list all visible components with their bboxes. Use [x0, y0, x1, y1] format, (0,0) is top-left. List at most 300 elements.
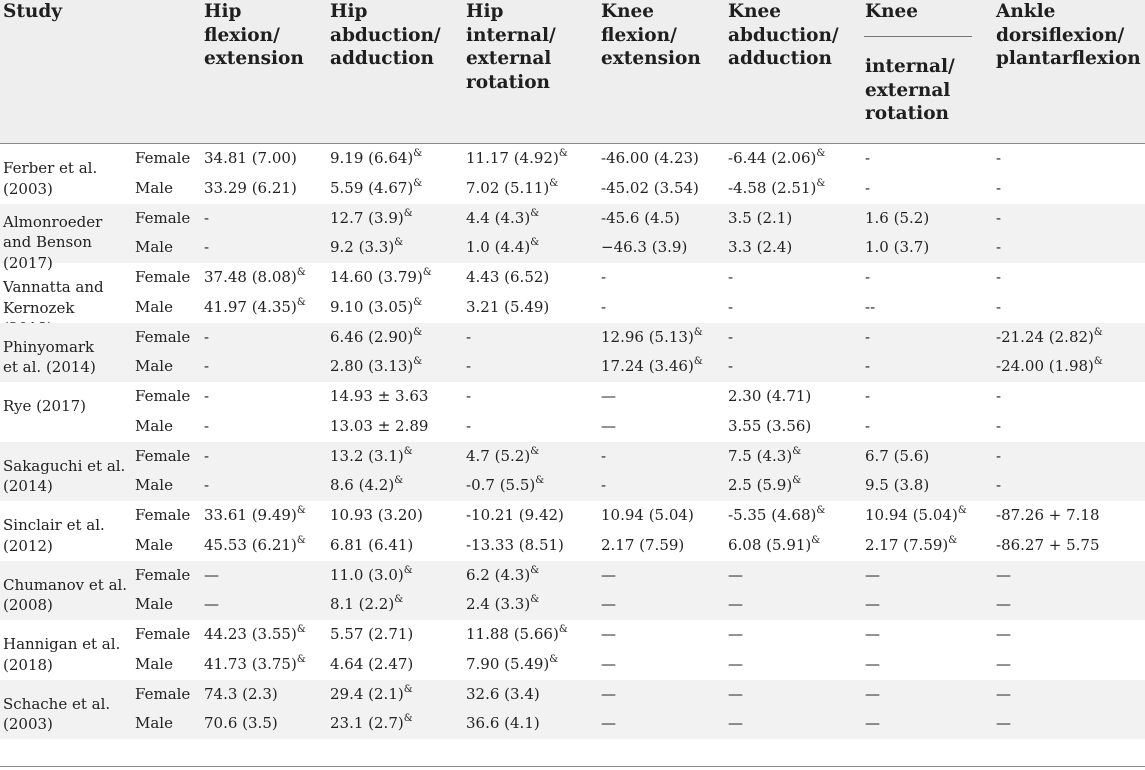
cell-knee-flexion-extension: [601, 561, 616, 591]
cell-knee-flexion-extension: [601, 412, 616, 442]
cell-knee-flexion-extension: [601, 382, 616, 412]
significance-mark: &: [816, 505, 826, 516]
cell-hip-abduction-adduction: [330, 352, 422, 382]
cell-knee-rotation: [865, 471, 929, 501]
cell-knee-rotation: [865, 352, 870, 382]
cell-knee-abduction-adduction: [728, 412, 811, 442]
significance-mark: &: [1093, 326, 1103, 338]
cell-hip-abduction-adduction: [330, 709, 413, 739]
cell-value: 7.02 (5.11): [466, 178, 550, 197]
study-name-line: Phinyomark: [3, 337, 95, 356]
cell-knee-abduction-adduction: [728, 442, 801, 472]
study-name-line: (2014): [3, 477, 53, 495]
study-group: [0, 680, 1145, 740]
sex-cell: Female: [135, 149, 191, 167]
header-line: external: [466, 48, 552, 69]
cell-hip-abduction-adduction: [330, 204, 413, 234]
cell-hip-abduction-adduction: [330, 293, 422, 323]
sex-cell: Female: [135, 684, 191, 703]
cell-value: 12.7 (3.9): [330, 208, 404, 227]
header-line: abduction/: [330, 24, 441, 46]
cell-value: 6.08 (5.91): [728, 535, 812, 554]
study-group: [0, 263, 1145, 323]
knee-spanner-rule: [864, 36, 972, 37]
header-line: adduction: [728, 48, 832, 69]
cell-value: 9.5 (3.8): [865, 476, 930, 495]
cell-hip-abduction-adduction: [330, 471, 403, 501]
cell-value: 9.10 (3.05): [330, 297, 414, 316]
header-hip-abduction-adduction: [330, 0, 441, 71]
significance-mark: &: [413, 356, 423, 368]
cell-value: —: [996, 684, 1011, 703]
cell-hip-rotation: [466, 352, 471, 382]
study-group: [0, 144, 1145, 204]
cell-hip-rotation: [466, 144, 568, 174]
header-knee-abduction-adduction: [728, 0, 839, 71]
study-group: [0, 382, 1145, 442]
cell-value: 6.46 (2.90): [330, 327, 414, 346]
significance-mark: &: [811, 534, 821, 546]
cell-value: 70.6 (3.5): [204, 714, 278, 733]
cell-knee-rotation: [865, 263, 870, 293]
cell-value: 3.5 (2.1): [728, 208, 793, 227]
significance-mark: &: [693, 326, 703, 338]
cell-hip-rotation: [466, 709, 540, 739]
cell-knee-abduction-adduction: [728, 590, 743, 620]
cell-value: -: [865, 327, 871, 346]
cell-value: 10.93 (3.20): [330, 506, 423, 524]
cell-value: -: [996, 476, 1002, 495]
table-row: [0, 144, 1145, 174]
cell-value: —: [865, 714, 880, 733]
study-name-line: Almonroeder: [3, 212, 103, 231]
cell-value: 33.29 (6.21): [204, 178, 297, 197]
cell-value: -6.44 (2.06): [728, 149, 817, 167]
cell-value: -: [204, 416, 210, 435]
cell-hip-flexion-extension: [204, 620, 306, 650]
cell-ankle-dorsiflexion-plantarflexion: [996, 501, 1100, 531]
cell-value: -: [996, 268, 1002, 286]
significance-mark: &: [530, 594, 540, 606]
cell-knee-rotation: [865, 561, 880, 591]
table-header: [0, 0, 1145, 144]
sex-cell: Male: [135, 595, 173, 614]
cell-knee-rotation: [865, 233, 929, 263]
cell-value: —: [601, 416, 616, 435]
cell-knee-flexion-extension: [601, 204, 680, 234]
sex-cell: Female: [135, 625, 191, 643]
cell-knee-abduction-adduction: [728, 204, 792, 234]
header-study: Study: [3, 1, 63, 22]
header-line: flexion/: [601, 24, 677, 46]
cell-knee-rotation: [865, 144, 870, 174]
cell-ankle-dorsiflexion-plantarflexion: [996, 174, 1001, 204]
cell-hip-rotation: [466, 471, 544, 501]
sex-cell: Female: [135, 208, 191, 227]
cell-value: 7.5 (4.3): [728, 446, 793, 465]
significance-mark: &: [296, 653, 306, 665]
cell-value: -: [601, 297, 607, 316]
significance-mark: &: [530, 237, 540, 249]
cell-value: -24.00 (1.98): [996, 357, 1094, 376]
cell-value: 8.1 (2.2): [330, 595, 395, 614]
significance-mark: &: [792, 475, 802, 487]
header-line: adduction: [330, 48, 434, 69]
cell-hip-flexion-extension: [204, 233, 209, 263]
cell-value: 41.73 (3.75): [204, 654, 297, 673]
cell-value: —: [204, 565, 219, 584]
cell-ankle-dorsiflexion-plantarflexion: [996, 233, 1001, 263]
cell-knee-rotation: [865, 620, 880, 650]
cell-value: 7.90 (5.49): [466, 654, 550, 673]
cell-knee-abduction-adduction: [728, 144, 825, 174]
cell-value: 23.1 (2.7): [330, 714, 404, 733]
cell-value: -: [865, 178, 871, 197]
significance-mark: &: [549, 177, 559, 189]
cell-ankle-dorsiflexion-plantarflexion: [996, 471, 1001, 501]
study-group: [0, 323, 1145, 383]
header-line: Hip: [466, 1, 504, 22]
cell-value: 6.7 (5.6): [865, 446, 930, 465]
cell-knee-flexion-extension: [601, 144, 699, 174]
study-name-line: (2008): [3, 596, 53, 614]
sex-cell: Female: [135, 506, 191, 524]
cell-value: -: [865, 268, 871, 286]
table-row: [0, 620, 1145, 650]
cell-hip-flexion-extension: [204, 531, 306, 561]
cell-value: —: [865, 595, 880, 614]
study-group: [0, 620, 1145, 680]
study-name-line: (2012): [3, 536, 53, 555]
cell-value: 6.81 (6.41): [330, 535, 414, 554]
significance-mark: &: [413, 326, 423, 338]
cell-knee-abduction-adduction: [728, 174, 825, 204]
cell-hip-abduction-adduction: [330, 442, 413, 472]
cell-value: -5.35 (4.68): [728, 506, 817, 524]
significance-mark: &: [413, 177, 423, 189]
cell-value: -: [728, 357, 734, 376]
cell-hip-rotation: [466, 233, 539, 263]
cell-value: -: [204, 238, 210, 257]
header-line: Ankle: [996, 1, 1056, 22]
cell-ankle-dorsiflexion-plantarflexion: [996, 650, 1011, 680]
cell-value: -: [865, 416, 871, 435]
table-bottom-rule: [0, 766, 1145, 767]
cell-value: 12.96 (5.13): [601, 327, 694, 346]
header-line: Hip: [330, 1, 368, 22]
cell-hip-abduction-adduction: [330, 412, 428, 442]
header-line: rotation: [466, 71, 550, 93]
header-hip-internal-external-rotation: [466, 0, 556, 94]
cell-value: -: [865, 387, 871, 405]
cell-ankle-dorsiflexion-plantarflexion: [996, 590, 1011, 620]
cell-knee-abduction-adduction: [728, 323, 733, 353]
cell-value: -: [996, 387, 1002, 405]
study-name-line: Hannigan et al.: [3, 635, 121, 653]
cell-value: 3.3 (2.4): [728, 238, 793, 257]
cell-knee-flexion-extension: [601, 174, 699, 204]
cell-value: 74.3 (2.3): [204, 684, 278, 703]
cell-hip-abduction-adduction: [330, 620, 413, 650]
cell-value: -: [466, 387, 472, 405]
cell-value: -21.24 (2.82): [996, 327, 1094, 346]
cell-knee-rotation: [865, 590, 880, 620]
cell-value: -10.21 (9.42): [466, 506, 564, 524]
significance-mark: &: [535, 475, 545, 487]
header-line: dorsiflexion/: [996, 24, 1125, 46]
cell-value: 3.21 (5.49): [466, 297, 550, 316]
cell-ankle-dorsiflexion-plantarflexion: [996, 293, 1001, 323]
cell-value: 17.24 (3.46): [601, 357, 694, 376]
study-name-line: Sinclair et al.: [3, 516, 105, 534]
cell-hip-flexion-extension: [204, 680, 278, 710]
cell-hip-flexion-extension: [204, 323, 209, 353]
header-knee-internal-external-rotation: [865, 55, 955, 126]
cell-value: —: [728, 565, 743, 584]
cell-hip-flexion-extension: [204, 471, 209, 501]
cell-value: —: [601, 595, 616, 614]
table-row: [0, 471, 1145, 501]
cell-value: 4.64 (2.47): [330, 654, 414, 673]
cell-knee-rotation: [865, 204, 929, 234]
cell-hip-flexion-extension: [204, 561, 219, 591]
cell-hip-rotation: [466, 561, 539, 591]
significance-mark: &: [296, 267, 306, 278]
table-row: [0, 561, 1145, 591]
cell-value: —: [204, 595, 219, 614]
cell-hip-flexion-extension: [204, 442, 209, 472]
cell-value: -: [466, 327, 472, 346]
table-row: [0, 650, 1145, 680]
header-knee-flexion-extension: [601, 0, 701, 71]
header-line: internal/: [865, 56, 955, 77]
cell-value: 45.53 (6.21): [204, 535, 297, 554]
cell-value: 10.94 (5.04): [865, 506, 958, 524]
cell-value: —: [996, 714, 1011, 733]
cell-value: 2.17 (7.59): [601, 535, 685, 554]
cell-knee-abduction-adduction: [728, 531, 820, 561]
cell-value: -: [204, 476, 210, 495]
cell-value: —: [728, 625, 743, 643]
cell-hip-abduction-adduction: [330, 501, 423, 531]
cell-value: -: [204, 446, 210, 465]
significance-mark: &: [957, 505, 967, 516]
cell-hip-flexion-extension: [204, 590, 219, 620]
cell-value: -: [865, 149, 871, 167]
cell-value: 32.6 (3.4): [466, 684, 540, 703]
cell-hip-rotation: [466, 590, 539, 620]
cell-value: -: [204, 387, 210, 405]
cell-hip-rotation: [466, 382, 471, 412]
cell-value: —: [601, 684, 616, 703]
cell-hip-abduction-adduction: [330, 382, 428, 412]
cell-value: -: [865, 357, 871, 376]
cell-value: -: [601, 268, 607, 286]
cell-value: 41.97 (4.35): [204, 297, 297, 316]
table-row: [0, 352, 1145, 382]
cell-hip-rotation: [466, 501, 564, 531]
cell-value: -46.00 (4.23): [601, 149, 699, 167]
cell-hip-flexion-extension: [204, 501, 306, 531]
cell-hip-abduction-adduction: [330, 174, 422, 204]
cell-value: 9.2 (3.3): [330, 238, 395, 257]
cell-knee-abduction-adduction: [728, 471, 801, 501]
cell-ankle-dorsiflexion-plantarflexion: [996, 144, 1001, 174]
cell-hip-flexion-extension: [204, 293, 306, 323]
cell-knee-abduction-adduction: [728, 650, 743, 680]
cell-value: 4.4 (4.3): [466, 208, 531, 227]
cell-value: 13.03 ± 2.89: [330, 416, 429, 435]
cell-value: 8.6 (4.2): [330, 476, 395, 495]
cell-value: 6.2 (4.3): [466, 565, 531, 584]
sex-cell: Female: [135, 327, 191, 346]
cell-knee-flexion-extension: [601, 709, 616, 739]
study-name-line: (2003): [3, 179, 53, 198]
study-name-line: Rye (2017): [3, 397, 87, 415]
cell-value: -45.02 (3.54): [601, 178, 699, 197]
cell-value: 14.60 (3.79): [330, 268, 423, 286]
cell-value: -87.26 + 7.18: [996, 506, 1100, 524]
table-row: [0, 382, 1145, 412]
header-knee-rotation-top: Knee: [865, 1, 919, 22]
cell-value: 9.19 (6.64): [330, 149, 414, 167]
cell-knee-flexion-extension: [601, 590, 616, 620]
significance-mark: &: [413, 296, 423, 308]
cell-value: 34.81 (7.00): [204, 149, 297, 167]
cell-value: —: [601, 565, 616, 584]
cell-value: —: [865, 625, 880, 643]
significance-mark: &: [558, 148, 568, 159]
header-line: Hip: [204, 1, 242, 22]
sex-cell: Male: [135, 178, 173, 197]
cell-ankle-dorsiflexion-plantarflexion: [996, 680, 1011, 710]
cell-value: 1.6 (5.2): [865, 208, 930, 227]
significance-mark: &: [403, 445, 413, 457]
cell-hip-abduction-adduction: [330, 531, 413, 561]
study-name-line: et al. (2014): [3, 358, 96, 376]
cell-knee-rotation: [865, 382, 870, 412]
cell-value: -: [204, 208, 210, 227]
cell-knee-rotation: [865, 412, 870, 442]
study-name-line: (2017): [3, 253, 53, 272]
cell-hip-rotation: [466, 680, 540, 710]
significance-mark: &: [422, 267, 432, 278]
cell-value: —: [728, 595, 743, 614]
table-row: [0, 174, 1145, 204]
cell-value: 29.4 (2.1): [330, 684, 404, 703]
cell-knee-flexion-extension: [601, 620, 616, 650]
significance-mark: &: [558, 624, 568, 635]
header-line: internal/: [466, 24, 556, 46]
cell-value: 44.23 (3.55): [204, 625, 297, 643]
significance-mark: &: [403, 564, 413, 576]
cell-hip-rotation: [466, 620, 568, 650]
cell-knee-flexion-extension: [601, 293, 606, 323]
significance-mark: &: [530, 445, 540, 457]
significance-mark: &: [403, 207, 413, 219]
cell-ankle-dorsiflexion-plantarflexion: [996, 323, 1103, 353]
cell-hip-abduction-adduction: [330, 561, 413, 591]
cell-value: 2.17 (7.59): [865, 535, 949, 554]
cell-value: —: [865, 565, 880, 584]
cell-value: —: [996, 654, 1011, 673]
significance-mark: &: [296, 296, 306, 308]
header-line: Knee: [601, 1, 655, 22]
cell-value: -: [996, 446, 1002, 465]
cell-value: —: [728, 714, 743, 733]
cell-value: —: [865, 684, 880, 703]
cell-ankle-dorsiflexion-plantarflexion: [996, 561, 1011, 591]
cell-value: −46.3 (3.9): [601, 238, 688, 257]
significance-mark: &: [816, 148, 826, 159]
cell-value: -: [728, 268, 734, 286]
study-group: [0, 442, 1145, 502]
sex-cell: Female: [135, 268, 191, 286]
cell-hip-flexion-extension: [204, 174, 297, 204]
sex-cell: Male: [135, 297, 173, 316]
header-line: extension: [204, 48, 304, 69]
cell-ankle-dorsiflexion-plantarflexion: [996, 352, 1103, 382]
cell-value: -45.6 (4.5): [601, 208, 680, 227]
significance-mark: &: [530, 207, 540, 219]
sex-cell: Female: [135, 387, 191, 405]
cell-hip-flexion-extension: [204, 204, 209, 234]
cell-value: —: [728, 654, 743, 673]
study-name-line: Kernozek: [3, 298, 75, 317]
cell-value: 14.93 ± 3.63: [330, 387, 429, 405]
study-group: [0, 204, 1145, 272]
cell-knee-flexion-extension: [601, 442, 606, 472]
table-row: [0, 680, 1145, 710]
sex-cell: Female: [135, 565, 191, 584]
cell-value: 36.6 (4.1): [466, 714, 540, 733]
cell-knee-abduction-adduction: [728, 382, 811, 412]
cell-value: —: [601, 625, 616, 643]
cell-value: 5.57 (2.71): [330, 625, 414, 643]
cell-value: 1.0 (4.4): [466, 238, 531, 257]
sex-cell: Male: [135, 416, 173, 435]
cell-ankle-dorsiflexion-plantarflexion: [996, 709, 1011, 739]
significance-mark: &: [948, 534, 958, 546]
cell-hip-flexion-extension: [204, 382, 209, 412]
cell-knee-abduction-adduction: [728, 680, 743, 710]
cell-value: -: [996, 297, 1002, 316]
cell-knee-abduction-adduction: [728, 501, 825, 531]
cell-hip-abduction-adduction: [330, 323, 422, 353]
cell-hip-abduction-adduction: [330, 233, 403, 263]
cell-value: —: [601, 387, 616, 405]
cell-hip-flexion-extension: [204, 352, 209, 382]
study-name-line: Sakaguchi et al.: [3, 456, 126, 475]
cell-knee-rotation: [865, 531, 957, 561]
significance-mark: &: [296, 624, 306, 635]
study-group: [0, 501, 1145, 561]
cell-knee-flexion-extension: [601, 233, 687, 263]
cell-knee-rotation: [865, 650, 880, 680]
cell-knee-flexion-extension: [601, 352, 703, 382]
cell-value: 4.43 (6.52): [466, 268, 550, 286]
study-name-line: Vannatta and: [3, 278, 104, 296]
cell-value: 37.48 (8.08): [204, 268, 297, 286]
cell-value: 11.17 (4.92): [466, 149, 559, 167]
header-line: extension: [601, 48, 701, 69]
cell-value: -: [728, 327, 734, 346]
cell-knee-rotation: [865, 442, 929, 472]
cell-knee-abduction-adduction: [728, 352, 733, 382]
sex-cell: Male: [135, 654, 173, 673]
cell-knee-rotation: [865, 293, 875, 323]
cell-value: -: [204, 357, 210, 376]
